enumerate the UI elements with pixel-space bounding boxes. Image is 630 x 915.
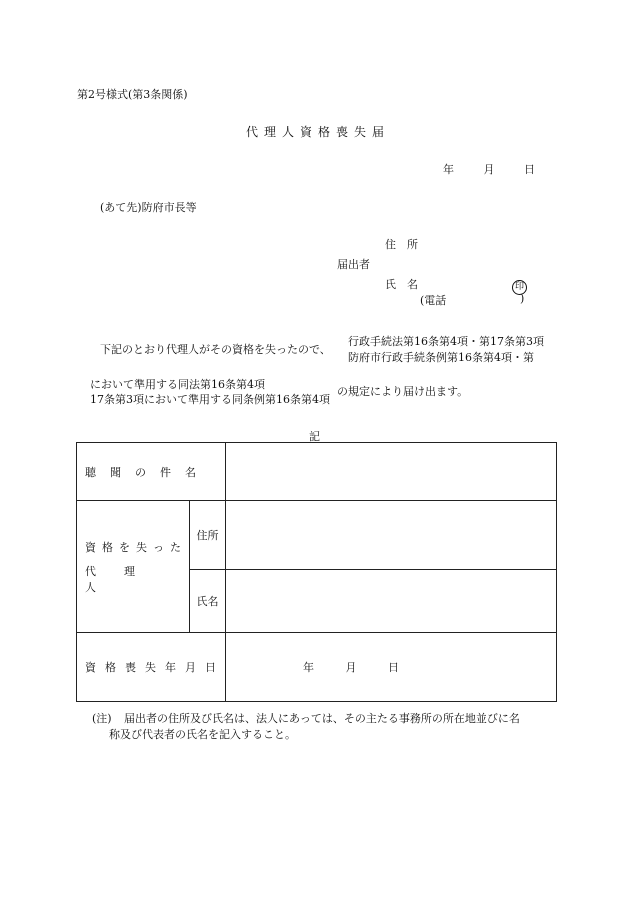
seal-icon: 印 bbox=[512, 280, 527, 295]
address-sub-cell bbox=[190, 501, 226, 570]
notifier-address-label: 住 所 bbox=[385, 238, 418, 251]
form-number: 第2号様式(第3条関係) bbox=[77, 88, 188, 101]
agent-label-2: 代理人 bbox=[85, 564, 163, 594]
date-line bbox=[443, 161, 535, 177]
hearing-label bbox=[77, 464, 225, 480]
body-closing: の規定により届け出ます。 bbox=[337, 385, 469, 398]
date-month: 月 bbox=[483, 163, 495, 176]
hearing-value-cell[interactable] bbox=[226, 443, 557, 501]
loss-date-row bbox=[77, 633, 557, 702]
agent-label-cell bbox=[77, 501, 190, 633]
note-line1: 届出者の住所及び氏名は、法人にあっては、その主たる事務所の所在地並びに名 bbox=[124, 712, 520, 725]
body-intro: 下記のとおり代理人がその資格を失ったので、 bbox=[100, 343, 331, 356]
notifier-phone-close: ) bbox=[520, 292, 525, 305]
ki-heading: 記 bbox=[309, 430, 320, 443]
notifier-phone-open: (電話 bbox=[420, 294, 447, 307]
name-sub-cell bbox=[190, 570, 226, 633]
hearing-label-cell bbox=[77, 443, 226, 501]
notifier-name-label: 氏 名 bbox=[385, 278, 418, 291]
form-table bbox=[76, 442, 557, 702]
agent-label-1: 資格を失った bbox=[85, 540, 187, 554]
loss-date-value bbox=[226, 659, 556, 675]
body-law-line2: 防府市行政手続条例第16条第4項・第 bbox=[348, 351, 534, 364]
name-sub-label: 氏名 bbox=[196, 595, 219, 608]
loss-date-month: 月 bbox=[345, 661, 357, 674]
loss-date-label-cell bbox=[77, 633, 226, 702]
loss-date-day: 日 bbox=[388, 661, 399, 674]
agent-address-row bbox=[77, 501, 557, 570]
agent-name-value-cell[interactable] bbox=[226, 570, 557, 633]
date-year: 年 bbox=[443, 163, 454, 176]
notifier-label: 届出者 bbox=[337, 258, 370, 271]
body-applied-line2: 17条第3項において準用する同条例第16条第4項 bbox=[90, 393, 330, 406]
body-applied-line1: において準用する同法第16条第4項 bbox=[90, 378, 265, 391]
date-day: 日 bbox=[524, 163, 535, 176]
note-line2: 称及び代表者の氏名を記入すること。 bbox=[109, 728, 296, 741]
hearing-label-text: 聴聞の件名 bbox=[85, 465, 210, 479]
loss-date-value-cell[interactable] bbox=[226, 633, 557, 702]
address-sub-label: 住所 bbox=[196, 529, 219, 542]
hearing-row bbox=[77, 443, 557, 501]
agent-address-value-cell[interactable] bbox=[226, 501, 557, 570]
body-law-line1: 行政手続法第16条第4項・第17条第3項 bbox=[348, 335, 544, 348]
loss-date-year: 年 bbox=[303, 661, 314, 674]
note-marker: (注) bbox=[92, 712, 112, 725]
loss-date-label: 資格喪失年月日 bbox=[85, 661, 225, 674]
addressee: (あて先)防府市長等 bbox=[100, 201, 197, 214]
document-title: 代理人資格喪失届 bbox=[246, 125, 391, 139]
